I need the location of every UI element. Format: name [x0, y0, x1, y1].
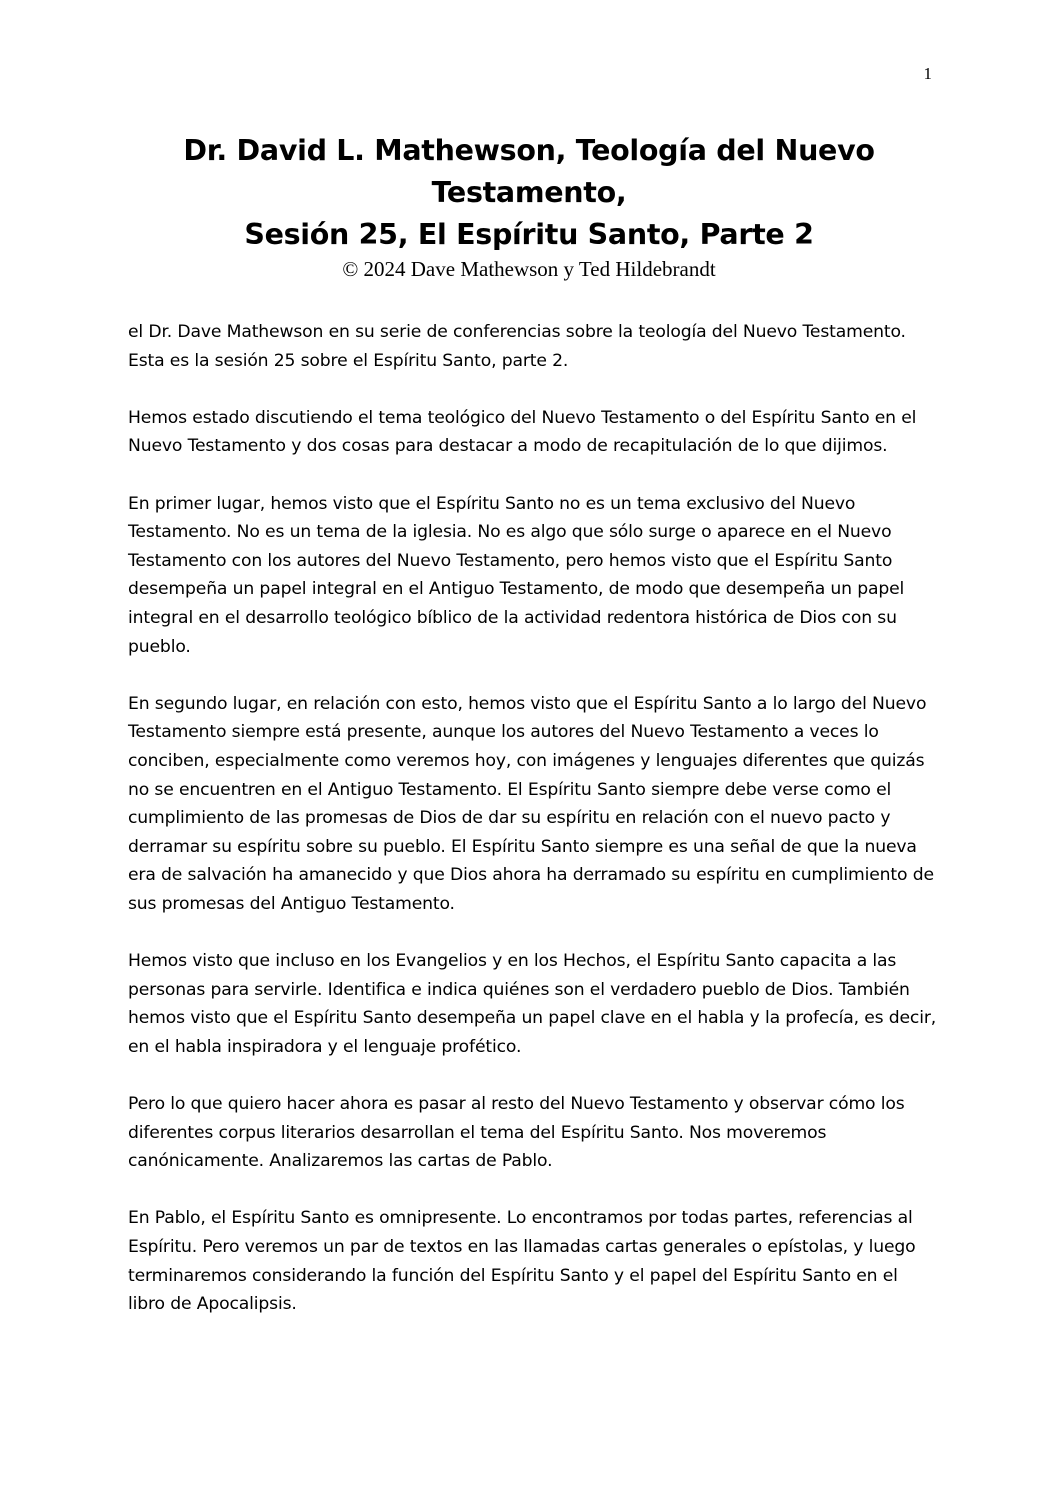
page-number: 1	[923, 64, 932, 83]
document-body	[128, 318, 940, 1347]
title-line-1: Dr. David L. Mathewson, Teología del Nuevo	[183, 134, 875, 167]
document-title	[128, 130, 930, 256]
paragraph-5: Hemos visto que incluso en los Evangelios y en los Hechos, el Espíritu Santo capacita a las personas para servirle. Identifica e indica quiénes son el verdadero pueblo de Dios. También hemos visto que el Espíritu Santo desempeña un papel clave en el habla y la profecía, es decir, en el habla inspiradora y el lenguaje profético.	[128, 951, 937, 1057]
paragraph-1: el Dr. Dave Mathewson en su serie de conferencias sobre la teología del Nuevo Testamento. Esta es la sesión 25 sobre el Espíritu Santo, parte 2.	[128, 322, 906, 371]
title-line-2: Testamento,	[431, 176, 627, 209]
title-line-3: Sesión 25, El Espíritu Santo, Parte 2	[244, 218, 814, 251]
paragraph-3: En primer lugar, hemos visto que el Espíritu Santo no es un tema exclusivo del Nuevo Testamento. No es un tema de la iglesia. No es algo que sólo surge o aparece en el Nuevo Testamento con los autores del Nuevo Testamento, pero hemos visto que el Espíritu Santo desempeña un papel integral en el Antiguo Testamento, de modo que desempeña un papel integral en el desarrollo teológico bíblico de la actividad redentora histórica de Dios con su pueblo.	[128, 493, 905, 657]
paragraph-6: Pero lo que quiero hacer ahora es pasar al resto del Nuevo Testamento y observar cómo los diferentes corpus literarios desarrollan el tema del Espíritu Santo. Nos moveremos canónicamente. Analizaremos las cartas de Pablo.	[128, 1094, 905, 1172]
copyright-notice: © 2024 Dave Mathewson y Ted Hildebrandt	[342, 257, 716, 281]
paragraph-4: En segundo lugar, en relación con esto, hemos visto que el Espíritu Santo a lo largo del Nuevo Testamento siempre está presente, aunque los autores del Nuevo Testamento a veces lo conciben, especialmente como veremos hoy, con imágenes y lenguajes diferentes que quizás no se encuentren en el Antiguo Testamento. El Espíritu Santo siempre debe verse como el cumplimiento de las promesas de Dios de dar su espíritu en relación con el nuevo pacto y derramar su espíritu sobre su pueblo. El Espíritu Santo siempre es una señal de que la nueva era de salvación ha amanecido y que Dios ahora ha derramado su espíritu en cumplimiento de sus promesas del Antiguo Testamento.	[128, 693, 934, 914]
title-block	[128, 130, 930, 282]
paragraph-2: Hemos estado discutiendo el tema teológico del Nuevo Testamento o del Espíritu Santo en el Nuevo Testamento y dos cosas para destacar a modo de recapitulación de lo que dijimos.	[128, 407, 917, 457]
paragraph-7: En Pablo, el Espíritu Santo es omnipresente. Lo encontramos por todas partes, referencias al Espíritu. Pero veremos un par de textos en las llamadas cartas generales o epístolas, y luego terminaremos considerando la función del Espíritu Santo y el papel del Espíritu Santo en el libro de Apocalipsis.	[128, 1208, 916, 1315]
